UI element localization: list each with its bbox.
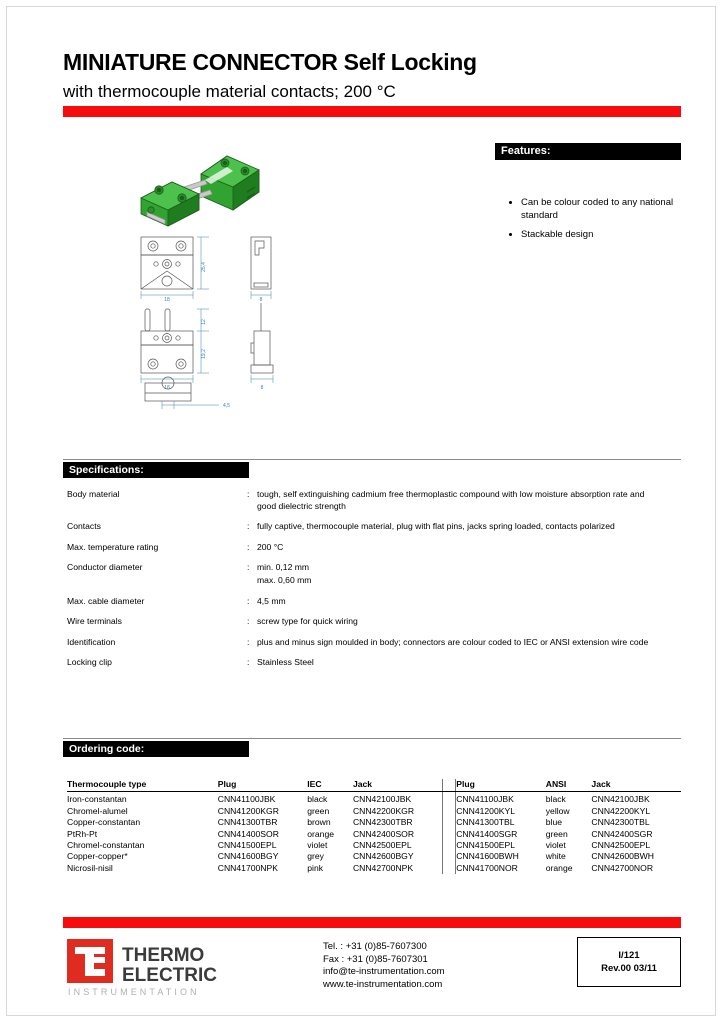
spec-key: Locking clip — [67, 657, 112, 668]
contact-block — [323, 941, 445, 991]
cell-ansi-colour: white — [545, 851, 566, 862]
feature-item: • Can be colour coded to any national standard — [521, 197, 701, 222]
spec-value: tough, self extinguishing cadmium free thermoplastic compound with low moisture absorption rate and good dielectric strength — [257, 489, 645, 511]
features-heading-label: Features: — [501, 145, 551, 157]
cell-ansi-plug: CNN41400SGR — [456, 828, 518, 839]
cell-iec-plug: CNN41200KGR — [217, 805, 279, 816]
spec-value: plus and minus sign moulded in body; connectors are colour coded to IEC or ANSI extension wire code — [257, 636, 649, 647]
specifications-heading — [63, 462, 249, 478]
spec-key: Max. cable diameter — [67, 595, 145, 606]
group-divider — [443, 840, 456, 851]
cell-iec-colour: violet — [307, 840, 328, 851]
specifications-heading-label: Specifications: — [69, 464, 144, 476]
spec-key: Wire terminals — [67, 616, 122, 627]
cell-type: Copper-copper* — [67, 851, 128, 862]
spec-separator: : — [247, 657, 250, 668]
contact-website[interactable]: www.te-instrumentation.com — [323, 978, 443, 990]
cell-ansi-jack: CNN42300TBL — [591, 817, 650, 828]
table-row — [67, 792, 681, 806]
revision-number: Rev.00 03/11 — [601, 963, 657, 974]
cell-iec-jack: CNN42700NPK — [352, 862, 414, 873]
spec-separator: : — [247, 521, 250, 532]
group-divider — [443, 806, 456, 817]
spec-separator: : — [247, 489, 250, 499]
cell-iec-jack: CNN42600BGY — [352, 851, 414, 862]
spec-key: Identification — [67, 636, 116, 647]
cell-ansi-jack: CNN42500EPL — [591, 840, 651, 851]
cell-ansi-colour: violet — [545, 840, 566, 851]
datasheet-page — [6, 6, 716, 1016]
column-header-iec-plug: Plug — [218, 779, 308, 792]
group-divider — [443, 817, 456, 828]
footer-accent-bar — [63, 917, 681, 928]
cell-ansi-colour: yellow — [545, 805, 570, 816]
table-row — [67, 806, 681, 817]
spec-row — [67, 489, 681, 512]
page-title: MINIATURE CONNECTOR Self Locking — [63, 49, 477, 75]
column-header-ansi-jack: Jack — [591, 779, 681, 792]
cell-ansi-jack: CNN42100JBK — [591, 794, 650, 805]
table-row — [67, 817, 681, 828]
group-divider — [443, 792, 456, 806]
cell-ansi-colour: black — [545, 794, 566, 805]
company-logo — [67, 937, 247, 999]
cell-ansi-jack: CNN42700NOR — [591, 862, 654, 873]
table-row — [67, 840, 681, 851]
cell-ansi-plug: CNN41200KYL — [456, 805, 515, 816]
spec-row — [67, 637, 681, 649]
spec-value: screw type for quick wiring — [257, 616, 358, 627]
revision-doc-number: I/121 — [618, 950, 640, 961]
column-header-ansi-plug: Plug — [456, 779, 546, 792]
cell-iec-colour: grey — [307, 851, 324, 862]
table-row — [67, 863, 681, 874]
dimension-label: 25,4 — [201, 262, 207, 272]
cell-iec-plug: CNN41600BGY — [217, 851, 279, 862]
cell-ansi-plug: CNN41300TBL — [456, 817, 515, 828]
cell-type: Chromel-alumel — [67, 805, 128, 816]
specifications-rule — [63, 459, 681, 460]
page-subtitle: with thermocouple material contacts; 200 °C — [63, 82, 396, 101]
table-header-row — [67, 779, 681, 792]
contact-fax: Fax : +31 (0)85-7607301 — [323, 953, 428, 965]
cell-type: Chromel-constantan — [67, 840, 145, 851]
cell-ansi-colour: blue — [545, 817, 562, 828]
technical-drawing — [123, 231, 333, 421]
logo-line-2: ELECTRIC — [122, 965, 217, 986]
features-heading — [495, 143, 681, 160]
spec-row — [67, 596, 681, 608]
cell-ansi-jack: CNN42400SGR — [591, 828, 653, 839]
product-photo — [127, 140, 267, 228]
spec-value-line: min. 0,12 mm — [257, 562, 310, 573]
cell-iec-jack: CNN42500EPL — [352, 840, 412, 851]
feature-item: • Stackable design — [521, 229, 701, 242]
group-divider — [443, 779, 456, 792]
dimension-label: 12 — [201, 319, 207, 325]
cell-type: Iron-constantan — [67, 794, 127, 805]
table-row — [67, 829, 681, 840]
cell-iec-colour: green — [307, 805, 330, 816]
cell-iec-plug: CNN41300TBR — [217, 817, 278, 828]
group-divider — [443, 863, 456, 874]
cell-iec-plug: CNN41700NPK — [217, 862, 278, 873]
spec-key: Max. temperature rating — [67, 541, 159, 552]
spec-row — [67, 657, 681, 669]
spec-value: 200 °C — [257, 541, 284, 552]
cell-ansi-plug: CNN41600BWH — [456, 851, 519, 862]
cell-ansi-colour: orange — [545, 862, 573, 873]
cell-iec-colour: black — [307, 794, 328, 805]
dimension-label: 4,5 — [223, 403, 230, 409]
cell-iec-jack: CNN42400SOR — [352, 828, 415, 839]
cell-iec-plug: CNN41100JBK — [217, 794, 276, 805]
dimension-label: 8 — [259, 297, 263, 303]
spec-key: Conductor diameter — [67, 562, 143, 573]
spec-key: Body material — [67, 489, 120, 499]
spec-value-line: max. 0,60 mm — [257, 574, 312, 585]
column-header-ansi: ANSI — [546, 779, 592, 792]
cell-ansi-plug: CNN41700NOR — [456, 862, 518, 873]
table-row — [67, 851, 681, 862]
cell-iec-colour: orange — [307, 828, 335, 839]
cell-iec-plug: CNN41500EPL — [217, 840, 277, 851]
cell-ansi-plug: CNN41500EPL — [456, 840, 515, 851]
cell-iec-jack: CNN42300TBR — [352, 817, 413, 828]
cell-type: Nicrosil-nisil — [67, 862, 113, 873]
cell-ansi-plug: CNN41100JBK — [456, 794, 514, 805]
logo-line-3: INSTRUMENTATION — [68, 987, 200, 997]
spec-separator: : — [247, 541, 250, 552]
spec-value: 4,5 mm — [257, 595, 286, 606]
spec-separator: : — [247, 616, 250, 627]
logo-line-1: THERMO — [122, 945, 205, 966]
specifications-table — [67, 489, 681, 678]
cell-iec-plug: CNN41400SOR — [217, 828, 279, 839]
dimension-label: 19,2 — [201, 349, 207, 359]
cell-type: Copper-constantan — [67, 817, 141, 828]
spec-row — [67, 521, 681, 533]
cell-type: PtRh-Pt — [67, 828, 98, 839]
group-divider — [443, 851, 456, 862]
contact-tel: Tel. : +31 (0)85-7607300 — [323, 941, 427, 952]
features-list — [509, 197, 701, 249]
cell-iec-jack: CNN42100JBK — [352, 794, 412, 805]
ordering-heading — [63, 741, 249, 757]
dimension-label: 18 — [164, 297, 170, 303]
spec-value: fully captive, thermocouple material, plug with flat pins, jacks spring loaded, contacts polarized — [257, 521, 615, 532]
cell-iec-jack: CNN42200KGR — [352, 805, 415, 816]
ordering-rule — [63, 738, 681, 739]
group-divider — [443, 829, 456, 840]
spec-separator: : — [247, 595, 250, 606]
spec-value: Stainless Steel — [257, 657, 314, 668]
dimension-label: 8 — [260, 385, 264, 391]
spec-row — [67, 562, 681, 586]
spec-separator: : — [247, 562, 250, 573]
cell-ansi-jack: CNN42600BWH — [591, 851, 654, 862]
spec-key: Contacts — [67, 521, 101, 532]
spec-row — [67, 542, 681, 554]
cell-iec-colour: brown — [307, 817, 331, 828]
contact-email[interactable]: info@te-instrumentation.com — [323, 966, 445, 978]
dimension-label: 18 — [164, 385, 170, 391]
revision-box — [577, 937, 681, 987]
cell-ansi-jack: CNN42200KYL — [591, 805, 651, 816]
spec-value — [257, 562, 311, 586]
column-header-type: Thermocouple type — [67, 779, 218, 792]
cell-ansi-colour: green — [545, 828, 568, 839]
column-header-iec: IEC — [307, 779, 353, 792]
spec-separator: : — [247, 636, 250, 647]
spec-row — [67, 616, 681, 628]
ordering-table — [67, 779, 681, 874]
column-header-iec-jack: Jack — [353, 779, 443, 792]
ordering-heading-label: Ordering code: — [69, 743, 145, 755]
header-accent-bar — [63, 106, 681, 117]
cell-iec-colour: pink — [307, 862, 324, 873]
